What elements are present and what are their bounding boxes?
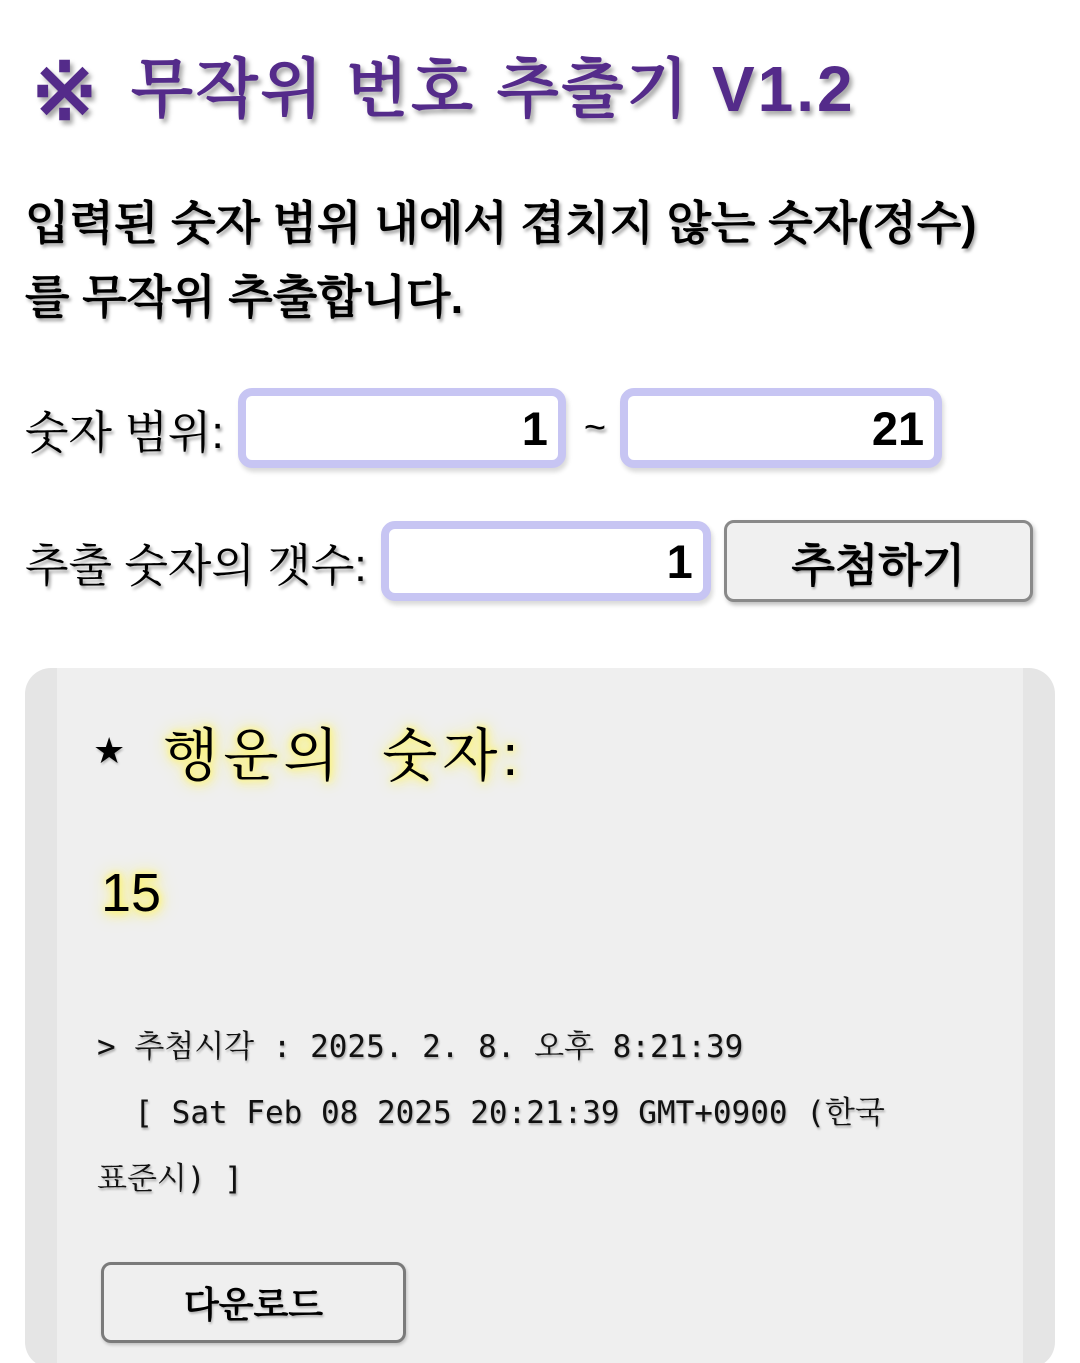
count-row xyxy=(25,520,1055,602)
count-input[interactable] xyxy=(381,521,711,601)
result-box-outer xyxy=(25,668,1055,1363)
range-min-input[interactable] xyxy=(238,388,566,468)
star-icon: ★ xyxy=(93,730,126,771)
description-line-2: 를 무작위 추출합니다. xyxy=(25,271,464,323)
range-row xyxy=(25,388,1055,468)
timestamp-line-local: > 추첨시각 : 2025. 2. 8. 오후 8:21:39 xyxy=(97,1029,744,1065)
reference-mark-icon: ※ xyxy=(31,47,102,136)
page-title-text: 무작위 번호 추출기 V1.2 xyxy=(131,53,856,125)
page-title xyxy=(31,38,1055,138)
result-box xyxy=(57,668,1023,1363)
download-button[interactable]: 다운로드 xyxy=(101,1262,406,1343)
range-label: 숫자 범위: xyxy=(25,406,224,458)
lucky-number-value: 15 xyxy=(101,863,162,923)
count-label: 추출 숫자의 갯수: xyxy=(25,539,367,591)
range-max-input[interactable] xyxy=(620,388,942,468)
description xyxy=(25,186,1055,334)
timestamp-line-gmt-wrap: 표준시) ] xyxy=(97,1161,243,1197)
range-separator: ~ xyxy=(583,406,607,449)
draw-button[interactable]: 추첨하기 xyxy=(724,520,1033,602)
lucky-number-heading: 행운의 숫자: xyxy=(163,724,524,788)
draw-timestamp xyxy=(97,1014,993,1212)
lucky-number-heading-row xyxy=(93,710,993,792)
description-line-1: 입력된 숫자 범위 내에서 겹치지 않는 숫자(정수) xyxy=(25,197,977,249)
timestamp-line-gmt: [ Sat Feb 08 2025 20:21:39 GMT+0900 (한국 xyxy=(97,1095,885,1131)
